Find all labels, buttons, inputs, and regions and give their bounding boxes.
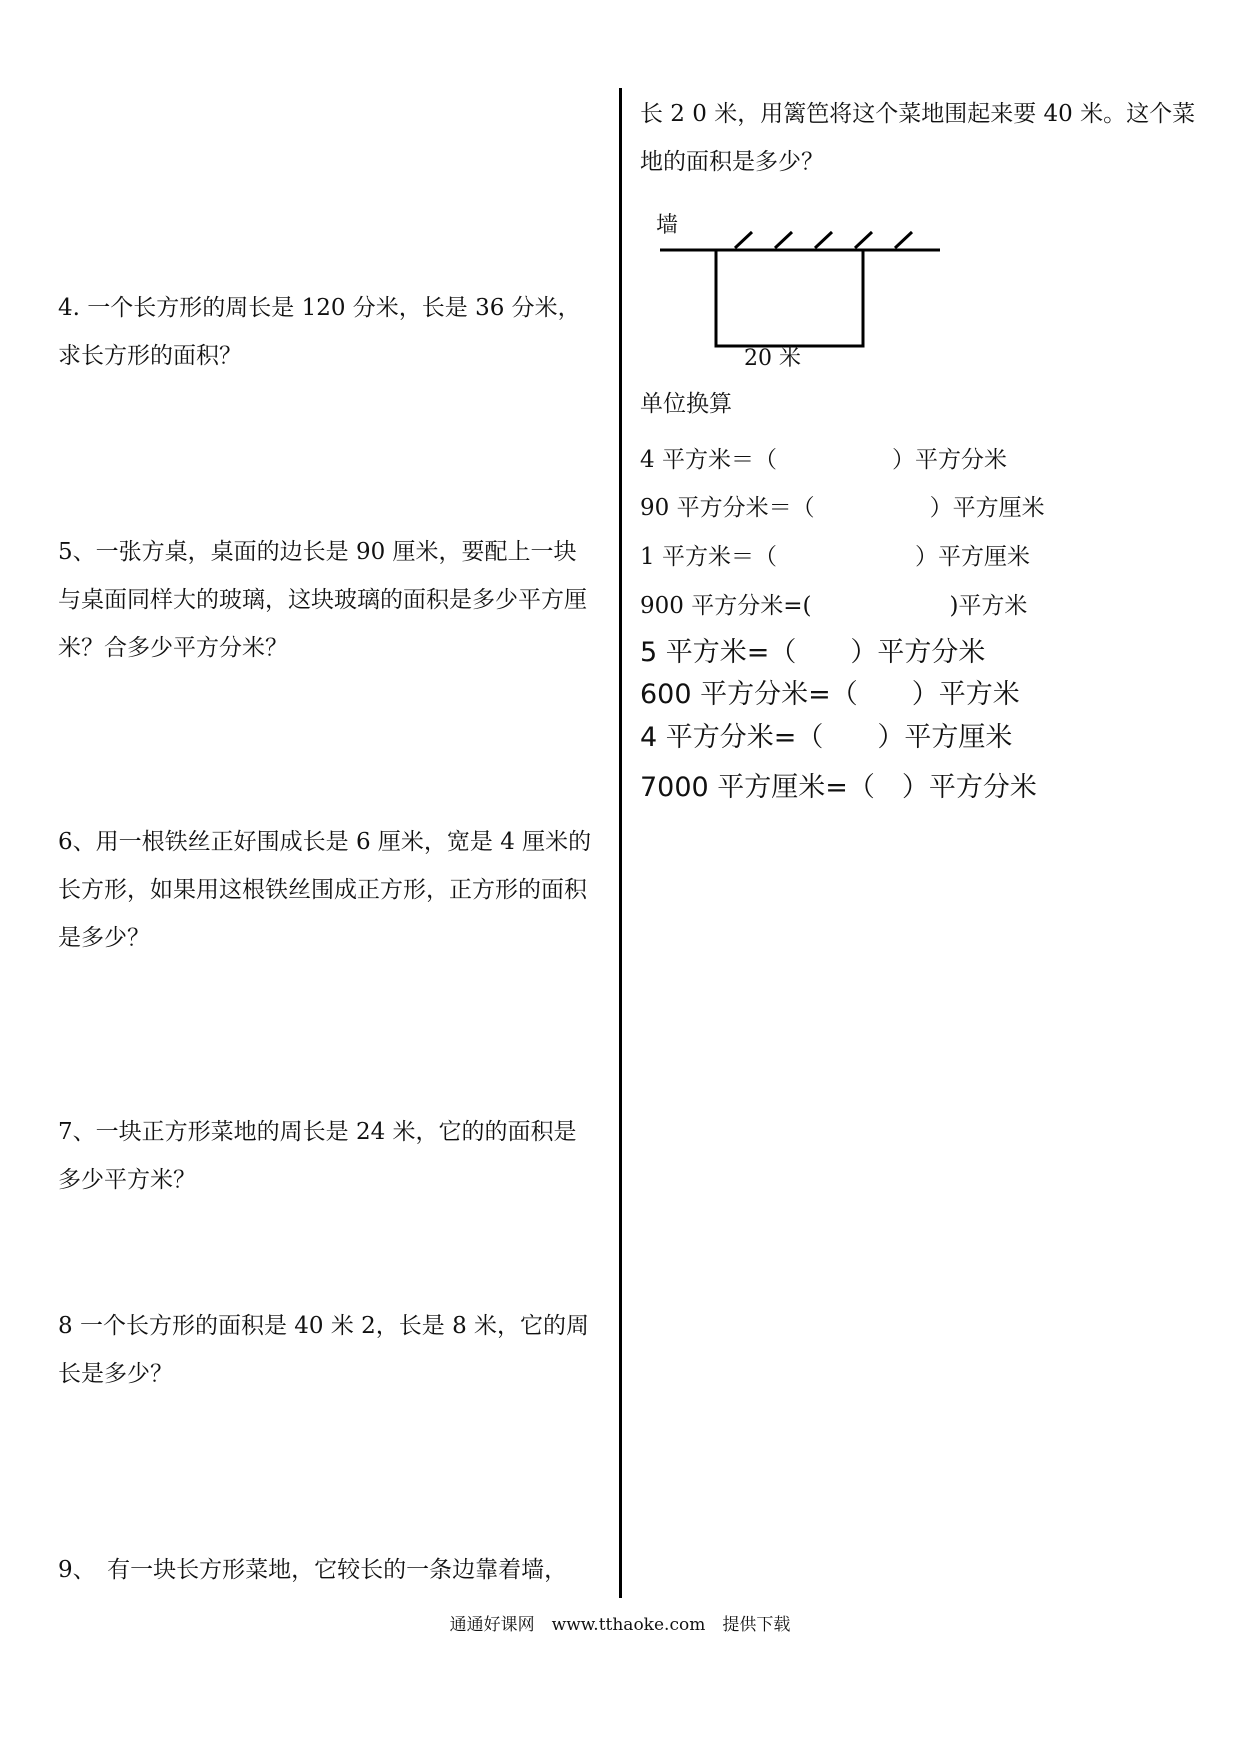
question-7: 7、一块正方形菜地的周长是 24 米，它的的面积是多少平方米？: [58, 1119, 577, 1193]
question-4: 4. 一个长方形的周长是 120 分米，长是 36 分米，求长方形的面积？: [58, 295, 581, 369]
conversion-8: 7000 平方厘米=（ ）平方分米: [640, 772, 1037, 803]
conversion-2: 90 平方分米＝（ ）平方厘米: [640, 495, 1045, 521]
question-9-continued: 长 2 0 米，用篱笆将这个菜地围起来要 40 米。这个菜地的面积是多少？: [640, 101, 1196, 175]
conversion-4: 900 平方分米=( )平方米: [640, 593, 1028, 619]
section-title: 单位换算: [640, 391, 732, 417]
conversion-1: 4 平方米＝（ ）平方分米: [640, 447, 1007, 473]
wall-label: 墙: [656, 213, 679, 238]
garden-wall-figure: [640, 200, 960, 370]
conversion-3: 1 平方米＝（ ）平方厘米: [640, 544, 1030, 570]
garden-rectangle: [716, 250, 863, 346]
length-label: 20 米: [744, 346, 801, 370]
footer-credit: 通通好课网 www.tthaoke.com 提供下载: [449, 1615, 791, 1635]
conversion-7: 4 平方分米=（ ）平方厘米: [640, 722, 1013, 753]
question-5: 5、一张方桌，桌面的边长是 90 厘米，要配上一块与桌面同样大的玻璃，这块玻璃的面积是多少平方厘米？合多少平方分米？: [58, 539, 587, 661]
wall-hatching: [735, 232, 912, 248]
question-6: 6、用一根铁丝正好围成长是 6 厘米，宽是 4 厘米的长方形，如果用这根铁丝围成正方形，正方形的面积是多少？: [58, 829, 592, 951]
conversion-6: 600 平方分米=（ ）平方米: [640, 679, 1020, 710]
column-divider: [619, 88, 622, 1598]
question-8: 8 一个长方形的面积是 40 米 2，长是 8 米，它的周长是多少？: [58, 1313, 590, 1387]
question-9: 9、 有一块长方形菜地，它较长的一条边靠着墙，: [58, 1557, 568, 1583]
conversion-5: 5 平方米=（ ）平方分米: [640, 637, 986, 668]
